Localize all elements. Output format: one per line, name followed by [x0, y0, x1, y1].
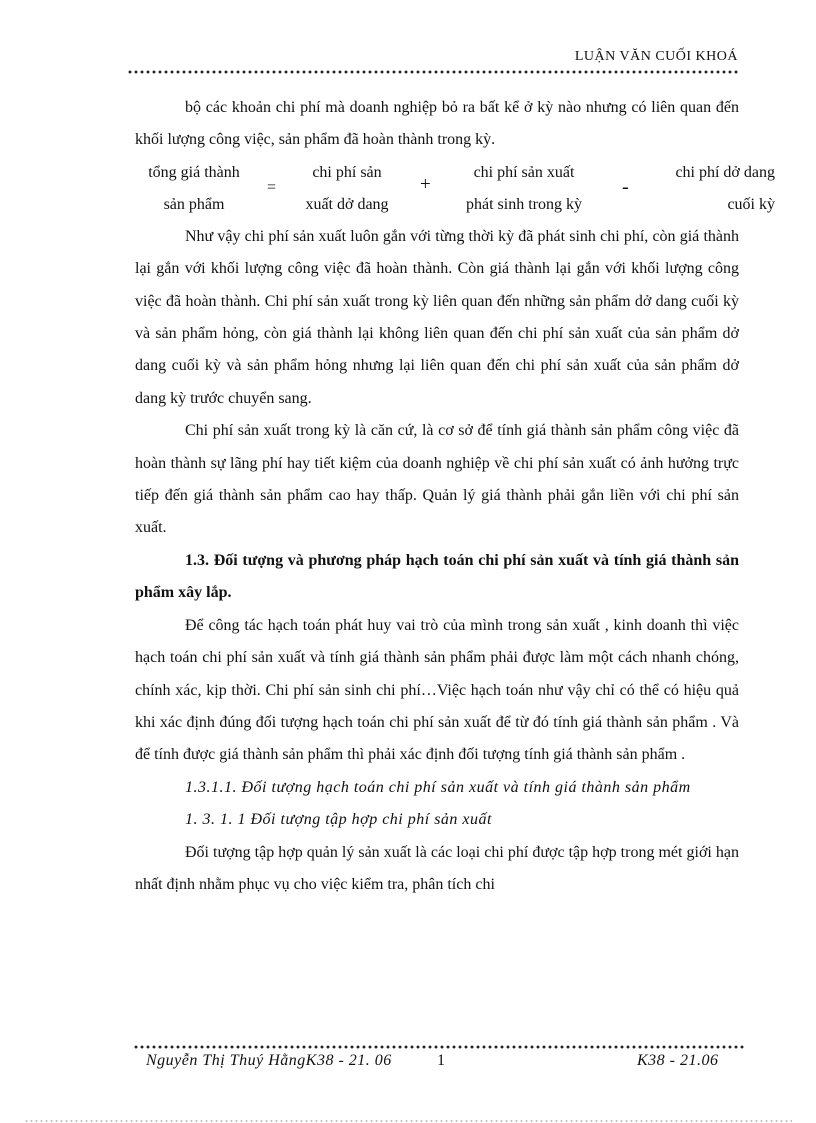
paragraph-3: Chi phí sản xuất trong kỳ là căn cứ, là cơ sở để tính giá thành sản phẩm công việc đã hoàn thành sự lãng phí hay tiết kiệm của doanh nghiệp về chi phí sản xuất có ảnh hưởng trực tiếp đến giá thành sản phẩm cao hay thấp. Quản lý giá thành phải gắn liền với chi phí sản xuất. [135, 422, 739, 537]
section-heading-1-3: 1.3. Đối tượng và phương pháp hạch toán chi phí sản xuất và tính giá thành sản phẩm xây lắp. [135, 551, 739, 602]
formula-term-total-cost: tổng giá thành sản phẩm [148, 163, 240, 213]
footer-dotted-rule [133, 1045, 746, 1049]
page-edge-dots [24, 1120, 792, 1122]
paragraph-2: Như vậy chi phí sản xuất luôn gắn với từng thời kỳ đã phát sinh chi phí, còn giá thành lại gắn với khối lượng công việc đã hoàn thành. Còn giá thành lại gắn với khối lượng công việc đã hoàn thành. Chi phí sản xuất trong kỳ liên quan đến những sản phẩm dở dang cuối kỳ và sản phẩm hỏng, còn giá thành lại không liên quan đến chi phí sản xuất của sản phẩm dở dang cuối kỳ và sản phẩm hỏng nhưng lại liên quan đến chi phí sản xuất của sản phẩm dở dang kỳ trước chuyển sang. [135, 227, 739, 407]
formula-term-period-cost: chi phí sản xuất phát sinh trong kỳ [466, 163, 582, 213]
paragraph-1: bộ các khoản chi phí mà doanh nghiệp bỏ ra bất kể ở kỳ nào nhưng có liên quan đến khối lượng công việc, sản phẩm đã hoàn thành trong kỳ. [135, 99, 739, 149]
footer-author: Nguyễn Thị Thuý HằngK38 - 21. 06 [146, 1052, 392, 1069]
formula-term-closing-wip: chi phí dở dang cuối kỳ [675, 163, 775, 213]
formula-equals: = [267, 178, 277, 196]
formula-term-opening-wip: chi phí sản xuất dở dang [305, 163, 389, 213]
document-body [135, 92, 775, 901]
subheading-cost-object: 1. 3. 1. 1 Đối tượng tập hợp chi phí sản xuất [185, 811, 492, 829]
formula-plus: + [420, 173, 431, 195]
subheading-1-3-1-1: 1.3.1.1. Đối tượng hạch toán chi phí sản xuất và tính giá thành sản phẩm [185, 778, 691, 796]
price-formula [135, 157, 775, 221]
footer-class-code: K38 - 21.06 [637, 1052, 719, 1069]
header-title: LUẬN VĂN CUỐI KHOÁ [574, 49, 738, 64]
paragraph-5: Đối tượng tập hợp quản lý sản xuất là các loại chi phí được tập hợp trong mét giới hạn nhất định nhằm phục vụ cho việc kiểm tra, phân tích chi [135, 843, 739, 893]
page-number: 1 [437, 1052, 446, 1069]
paragraph-4: Để công tác hạch toán phát huy vai trò của mình trong sản xuất , kinh doanh thì việc hạch toán chi phí sản xuất và tính giá thành sản phẩm phải được làm một cách nhanh chóng, chính xác, kịp thời. Chi phí sản sinh chi phí…Việc hạch toán như vậy chỉ có thể có hiệu quả khi xác định đúng đối tượng hạch toán chi phí sản xuất để từ đó tính giá thành sản phẩm . Và để tính được giá thành sản phẩm thì phải xác định đối tượng tính giá thành sản phẩm . [135, 616, 739, 764]
header-dotted-rule [127, 70, 740, 74]
formula-minus: - [622, 175, 629, 198]
